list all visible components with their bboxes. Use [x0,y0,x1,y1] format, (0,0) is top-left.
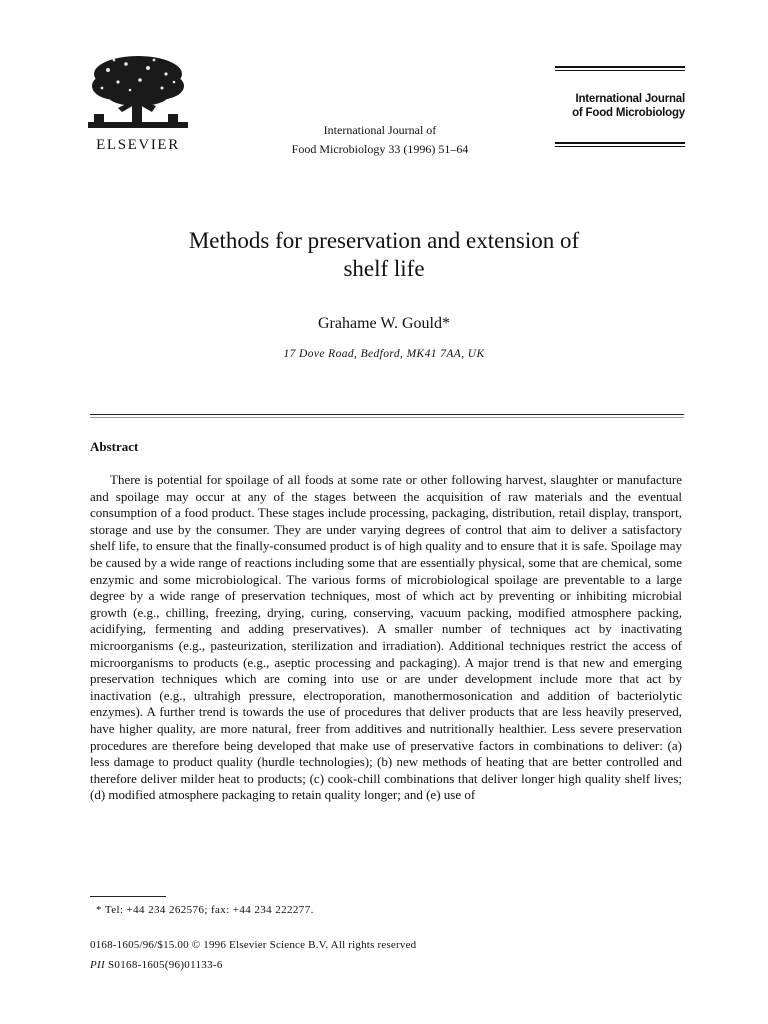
journal-citation [240,121,520,159]
copyright-line: 0168-1605/96/$15.00 © 1996 Elsevier Science B.V. All rights reserved [90,939,417,951]
elsevier-logo [78,52,198,136]
masthead-rule-bottom [555,142,685,144]
elsevier-tree-logo-icon [78,52,198,136]
journal-masthead-title [555,92,685,120]
pii-line [90,959,223,971]
pii-label: PII [90,959,105,971]
journal-citation-line2: Food Microbiology 33 (1996) 51–64 [291,142,469,156]
masthead-rule-bottom-thin [555,146,685,147]
article-title [84,227,684,283]
article-author: Grahame W. Gould* [318,315,450,332]
author-contact-footnote: * Tel: +44 234 262576; fax: +44 234 222277. [96,904,314,916]
publisher-name: ELSEVIER [96,137,180,153]
pii-value: S0168-1605(96)01133-6 [104,959,223,971]
journal-masthead-line2: of Food Microbiology [572,107,685,119]
journal-masthead-line1: International Journal [575,93,685,105]
journal-citation-line1: International Journal of [323,123,437,137]
masthead-rule-top-thin [555,70,685,71]
masthead-rule-top [555,66,685,68]
footnote-rule [90,896,166,897]
section-divider-thin [90,417,684,418]
abstract-heading: Abstract [90,439,139,454]
author-affiliation: 17 Dove Road, Bedford, MK41 7AA, UK [283,348,485,360]
journal-masthead [555,66,685,147]
article-title-line1: Methods for preservation and extension of [188,228,580,253]
abstract-body: There is potential for spoilage of all foods at some rate or other following harvest, slaughter or manufacture and spoilage may occur at any of the stages between the acquisition of raw materials and the eventual consumption of a food product. These stages include processing, packaging, distribution, retail display, transport, storage and use by the consumer. They are under varying degrees of control that aim to deliver a satisfactory shelf life, to ensure that the finally-consumed product is of high quality and to ensure that it is safe. Spoilage may be caused by a wide range of reactions including some that are essentially physical, some that are chemical, some enzymic and some microbiological. The various forms of microbiological spoilage are preventable to a large degree by a wide range of preservation techniques, most of which act by preventing or inhibiting microbial growth (e.g., chilling, freezing, drying, curing, conserving, vacuum packing, modified atmosphere packing, acidifying, fermenting and adding preservatives). A smaller number of techniques act by inactivating microorganisms (e.g., pasteurization, sterilization and irradiation). Additional techniques restrict the access of microorganisms to products (e.g., aseptic processing and packaging). A major trend is that new and emerging preservation techniques which are coming into use or are under development include more that act by inactivation (e.g., ultrahigh pressure, electroporation, manothermosonication and addition of bacteriolytic enzymes). A further trend is towards the use of procedures that deliver products that are less heavily preserved, have higher quality, are more natural, freer from additives and nutritionally healthier. Less severe preservation procedures are therefore being developed that make use of preservative factors in combinations to deliver: (a) less damage to product quality (hurdle technologies); (b) new methods of heating that are better controlled and therefore deliver milder heat to products; (c) cook-chill combinations that deliver longer high quality shelf lives; (d) modified atmosphere packaging to retain quality longer; and (e) use of [90,472,682,803]
article-title-line2: shelf life [343,256,425,281]
section-divider [90,414,684,415]
